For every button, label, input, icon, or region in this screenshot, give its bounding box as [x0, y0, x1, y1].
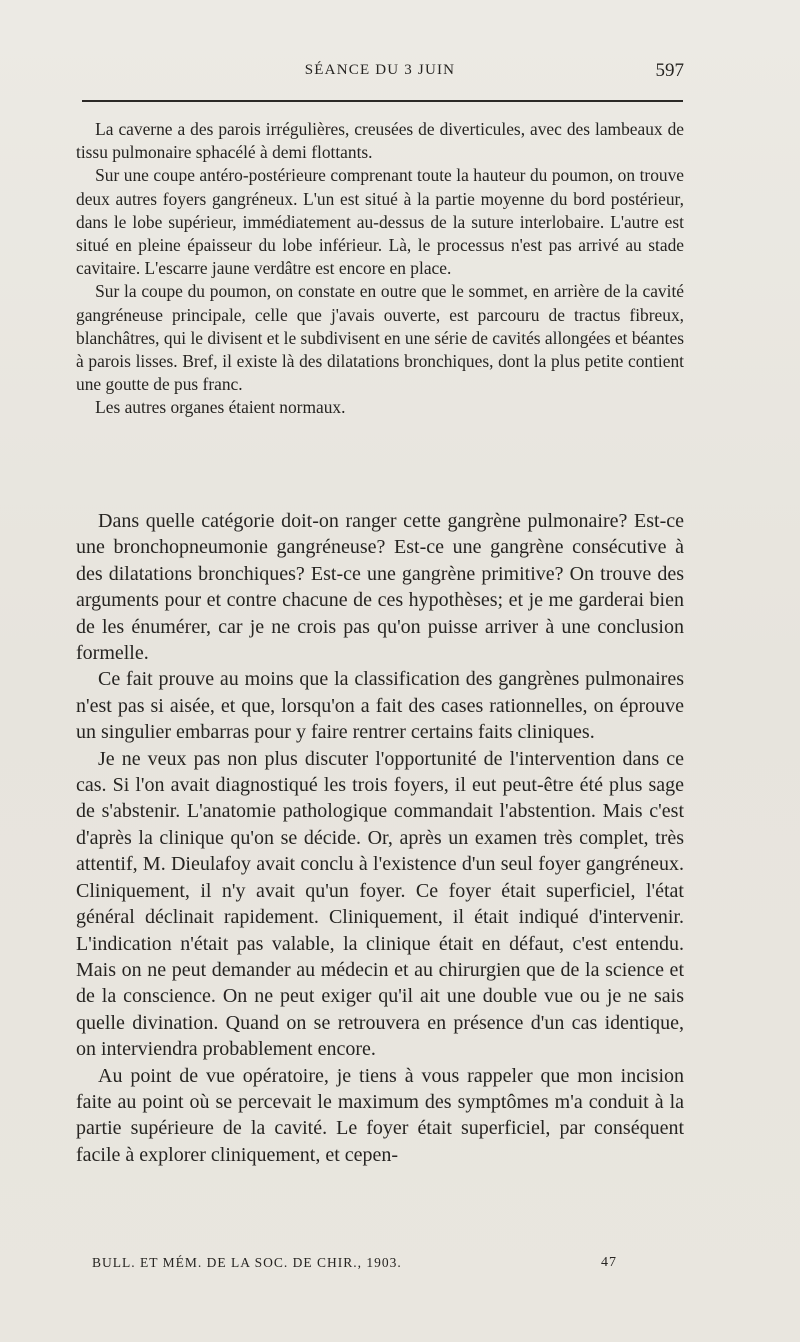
autopsy-report — [76, 118, 684, 420]
discussion-paragraph-2: Ce fait prouve au moins que la classification des gangrènes pulmonaires n'est pas si aisée, et que, lorsqu'on a fait des cases rationnelles, on éprouve un singulier embarras pour y faire rentrer certains faits cliniques. — [76, 668, 684, 744]
running-head: SÉANCE DU 3 JUIN — [304, 62, 456, 78]
page-footer — [92, 1255, 617, 1277]
report-paragraph-2: Sur une coupe antéro-postérieure comprenant toute la hauteur du poumon, on trouve deux autres foyers gangréneux. L'un est situé à la partie moyenne du bord postérieur, dans le lobe supérieur, immédiatement au-dessus de la suture interlobaire. L'autre est situé en pleine épaisseur du lobe inférieur. Là, le processus n'est pas arrivé au stade cavitaire. L'escarre jaune verdâtre est encore en place. — [76, 165, 684, 279]
discussion-paragraph-1: Dans quelle catégorie doit-on ranger cette gangrène pulmonaire? Est-ce une bronchopneumonie gangréneuse? Est-ce une gangrène consécutive à des dilatations bronchiques? Est-ce une gangrène primitive? On trouve des arguments pour et contre chacune de ces hypothèses; et je me garderai bien de les énumérer, car je ne crois pas qu'on puisse arriver à une conclusion formelle. — [76, 510, 684, 665]
footer-citation: BULL. ET MÉM. DE LA SOC. DE CHIR., 1903. — [92, 1255, 402, 1270]
page-number: 597 — [655, 60, 684, 81]
discussion-paragraph-3: Je ne veux pas non plus discuter l'opportunité de l'intervention dans ce cas. Si l'on avait diagnostiqué les trois foyers, il eut peut-être été plus sage de s'abstenir. L'anatomie pathologique commandait l'abstention. Mais c'est d'après la clinique qu'on se décide. Or, après un examen très complet, très attentif, M. Dieulafoy avait conclu à l'existence d'un seul foyer gangréneux. Cliniquement, il n'y avait qu'un foyer. Ce foyer était superficiel, l'état général déclinait rapidement. Cliniquement, il était indiqué d'intervenir. L'indication n'était pas valable, la clinique était en défaut, c'est entendu. Mais on ne peut demander au médecin et au chirurgien que de la science et de la conscience. On ne peut exiger qu'il ait une double vue ou je ne sais quelle divination. Quand on se retrouvera en présence d'un cas identique, on interviendra probablement encore. — [76, 747, 684, 1061]
header-rule — [82, 100, 683, 102]
discussion — [76, 508, 684, 1168]
page-header — [76, 62, 684, 86]
report-paragraph-1: La caverne a des parois irrégulières, creusées de diverticules, avec des lambeaux de tissu pulmonaire sphacélé à demi flottants. — [76, 119, 684, 163]
report-paragraph-3: Sur la coupe du poumon, on constate en outre que le sommet, en arrière de la cavité gangréneuse principale, celle que j'avais ouverte, est parcouru de tractus fibreux, blanchâtres, qui le divisent et le subdivisent en une série de cavités allongées et béantes à parois lisses. Bref, il existe là des dilatations bronchiques, dont la plus petite contient une goutte de pus franc. — [76, 281, 684, 395]
discussion-paragraph-4: Au point de vue opératoire, je tiens à vous rappeler que mon incision faite au point où se percevait le maximum des symptômes m'a conduit à la partie supérieure de la cavité. Le foyer était superficiel, par conséquent facile à explorer cliniquement, et cepen- — [76, 1064, 684, 1166]
signature-mark: 47 — [601, 1255, 617, 1270]
report-paragraph-4: Les autres organes étaient normaux. — [95, 397, 346, 418]
